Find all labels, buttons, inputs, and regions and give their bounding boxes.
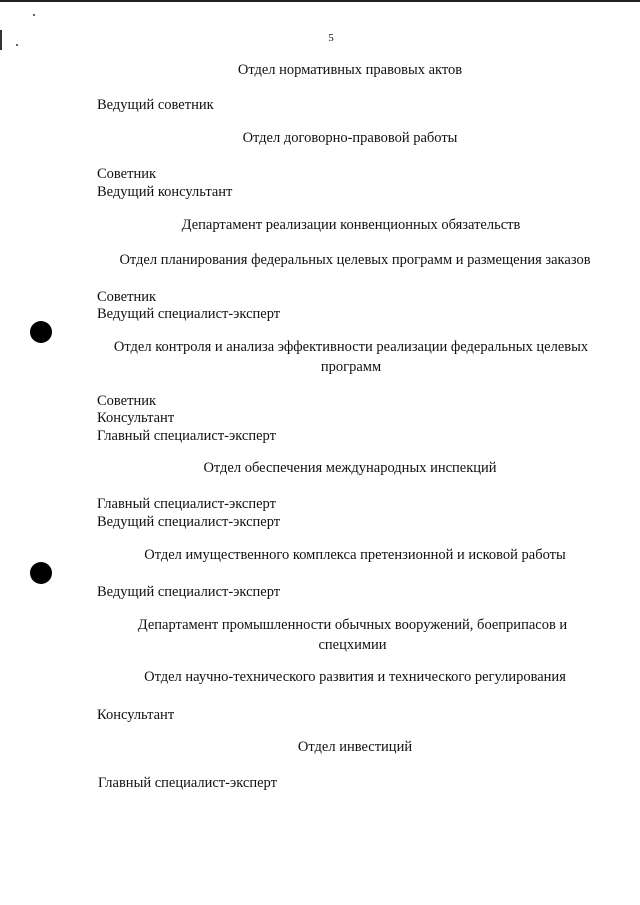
position-line: Советник [97,289,157,305]
section-heading: Отдел нормативных правовых актов [237,62,463,78]
position-line: Главный специалист-эксперт [97,428,276,444]
position-line: Консультант [97,707,175,723]
section-heading: Отдел планирования федеральных целевых программ и размещения заказов [119,252,591,268]
section-heading: Отдел обеспечения международных инспекций [203,460,497,476]
section-heading: Департамент промышленности обычных вооружений, боеприпасов и спецхимии [137,617,568,653]
position-line: Советник [97,166,157,182]
position-line: Главный специалист-эксперт [97,496,276,512]
section-heading: Отдел научно-технического развития и технического регулирования [144,669,566,685]
position-line: Ведущий советник [97,97,214,113]
section-heading: Отдел контроля и анализа эффективности реализации федеральных целевых программ [113,339,589,375]
section-heading: Отдел инвестиций [297,739,413,755]
section-heading: Департамент реализации конвенционных обязательств [181,217,521,233]
position-line: Ведущий специалист-эксперт [97,514,281,530]
position-line: Советник [97,393,157,409]
position-line: Главный специалист-эксперт [98,775,277,791]
page-number: 5 [328,32,334,44]
section-heading: Отдел договорно-правовой работы [242,130,458,146]
section-heading: Отдел имущественного комплекса претензионной и исковой работы [144,547,566,563]
position-line: Ведущий специалист-эксперт [97,306,281,322]
position-line: Ведущий специалист-эксперт [97,584,281,600]
position-line: Ведущий консультант [97,184,233,200]
position-line: Консультант [97,410,175,426]
